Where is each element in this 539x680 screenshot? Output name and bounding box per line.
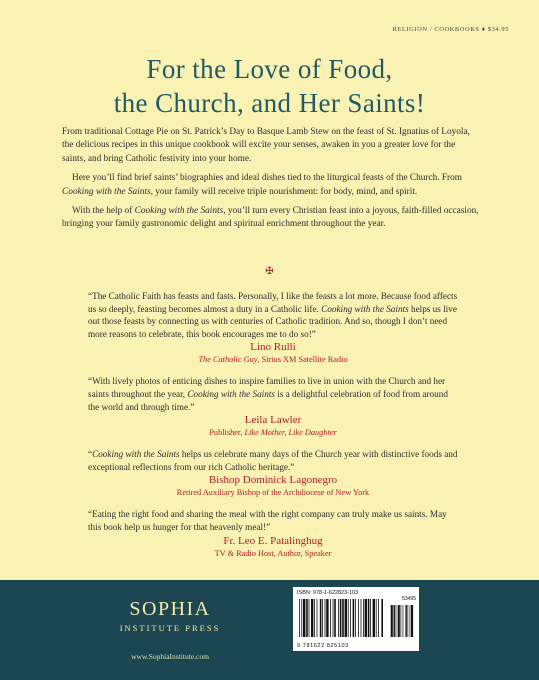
barcode-bar (348, 599, 349, 637)
description (62, 126, 480, 238)
endorsement-2 (88, 375, 458, 438)
barcode-bar (317, 599, 318, 637)
barcode-bar (314, 599, 315, 637)
cross-ornament-icon: ✠ (265, 266, 274, 277)
barcode-bar (376, 599, 377, 637)
p3-text-b: , you’ll turn every Christian feast into a joyous, faith-filled occasion, bringing your family gastronomic delight and spiritual enrichment throughout the year. (62, 206, 479, 230)
logo-sophia: SOPHIA (129, 598, 211, 620)
barcode-bar (330, 599, 331, 637)
barcode-digits: 9 781622 825103 (297, 643, 349, 649)
headline-line-2: the Church, and Her Saints! (113, 88, 426, 118)
barcode-bar (350, 599, 351, 637)
barcode-bar (358, 599, 359, 637)
quote-author: Fr. Leo E. Patalinghug (223, 534, 323, 547)
barcode-bar (378, 599, 379, 637)
p2-text-b: , your family will receive triple nourishment: for body, mind, and spirit. (150, 186, 418, 197)
logo-institute-press: INSTITUTE PRESS (119, 623, 221, 633)
headline (0, 52, 539, 120)
quote-affiliation: TV & Radio Host, Author, Speaker (214, 548, 332, 558)
barcode-bar (411, 605, 413, 637)
barcode-bar (355, 599, 356, 637)
p2-book-title: Cooking with the Saints (62, 186, 151, 197)
description-paragraph-3 (62, 205, 480, 232)
barcode-bar (303, 599, 305, 637)
barcode-bar (391, 605, 393, 637)
quote-text: “The Catholic Faith has feasts and fasts. Personally, I like the feasts a lot more. Because food affects us so deeply, feasting becomes almost a duty in a Catholic life. Cooking with the Saints helps us live out those feasts by connecting us with centuries of Catholic tradition. And so, though I don’t need more reasons to celebrate, this book encourages me to do so!” (88, 291, 458, 339)
barcode-bar (381, 599, 383, 637)
barcode-bar (368, 599, 370, 637)
barcode-bar (301, 599, 302, 637)
description-paragraph-1: From traditional Cottage Pie on St. Patrick’s Day to Basque Lamb Stew on the feast of St. Ignatius of Loyola, the delicious recipes in this unique cookbook will excite your senses, awaken in you a greater love for the saints, and bring Catholic festivity into your home. (62, 127, 470, 164)
barcode-bar (334, 599, 336, 637)
description-paragraph-2 (62, 172, 480, 199)
quote-affiliation: Retired Auxiliary Bishop of the Archdiocese of New York (176, 488, 370, 498)
barcode-bar (345, 599, 347, 637)
barcode-bar (340, 599, 342, 637)
barcode-bar (373, 599, 375, 637)
barcode-bar (320, 599, 322, 637)
barcode-bar (396, 605, 397, 637)
quote-text: “Eating the right food and sharing the meal with the right company can truly make us saints. May this book help us hunger for that heavenly meal!” (88, 509, 447, 532)
barcode-bar (333, 599, 334, 637)
price-code: 53495 (402, 596, 416, 602)
barcode-bar (353, 599, 355, 637)
quote-affiliation: Publisher, Like Mother, Like Daughter (209, 428, 337, 438)
barcode-bar (306, 599, 308, 637)
barcode-bar (410, 605, 411, 637)
p3-text-a: With the help of (72, 206, 135, 217)
quote-text: “With lively photos of enticing dishes to inspire families to live in union with the Church and her saints throughout the year, Cooking with the Saints is a delightful celebration of food from around the world and through time.” (88, 376, 448, 412)
quote-author: Lino Rulli (250, 341, 296, 354)
barcode-bar (370, 599, 371, 637)
endorsement-4 (88, 508, 458, 558)
barcode-bar (398, 605, 400, 637)
endorsement-3 (88, 448, 458, 498)
footer-band (0, 580, 539, 680)
p2-text-a: Here you’ll find brief saints’ biographies and ideal dishes tied to the liturgical feasts of the Church. From (72, 173, 463, 184)
barcode-bar (299, 599, 300, 637)
quote-affiliation: The Catholic Guy, Sirius XM Satellite Radio (198, 355, 348, 365)
publisher-website: www.SophiaInstitute.com (131, 652, 209, 661)
barcode-bar (408, 605, 409, 637)
barcode-bar (405, 605, 406, 637)
barcode-bar (342, 599, 344, 637)
barcode-bar (363, 599, 364, 637)
barcode-bar (311, 599, 313, 637)
barcode (293, 587, 419, 651)
barcode-bar (365, 599, 367, 637)
category-price-line: RELIGION / COOKBOOKS ♦ $34.95 (392, 26, 509, 33)
endorsement-1 (88, 290, 458, 365)
barcode-bar (325, 599, 326, 637)
barcode-bar (338, 599, 339, 637)
quote-text: “Cooking with the Saints helps us celebrate many days of the Church year with distinctive foods and exceptional reflections from our rich Catholic heritage.” (88, 449, 458, 472)
barcode-icon (298, 599, 414, 639)
p3-book-title: Cooking with the Saints (134, 206, 224, 217)
quote-author: Leila Lawler (244, 414, 302, 427)
quote-author: Bishop Dominick Lagonegro (208, 474, 338, 487)
isbn-text: ISBN: 978-1-622823-103 (297, 590, 359, 596)
barcode-bar (401, 605, 402, 637)
barcode-bar (361, 599, 362, 637)
barcode-bar (394, 605, 395, 637)
barcode-bar (309, 599, 310, 637)
publisher-logo (100, 598, 240, 662)
headline-line-1: For the Love of Food, (146, 54, 393, 84)
barcode-bar (322, 599, 323, 637)
endorsements (88, 290, 458, 569)
barcode-bar (403, 605, 404, 637)
barcode-bar (326, 599, 328, 637)
